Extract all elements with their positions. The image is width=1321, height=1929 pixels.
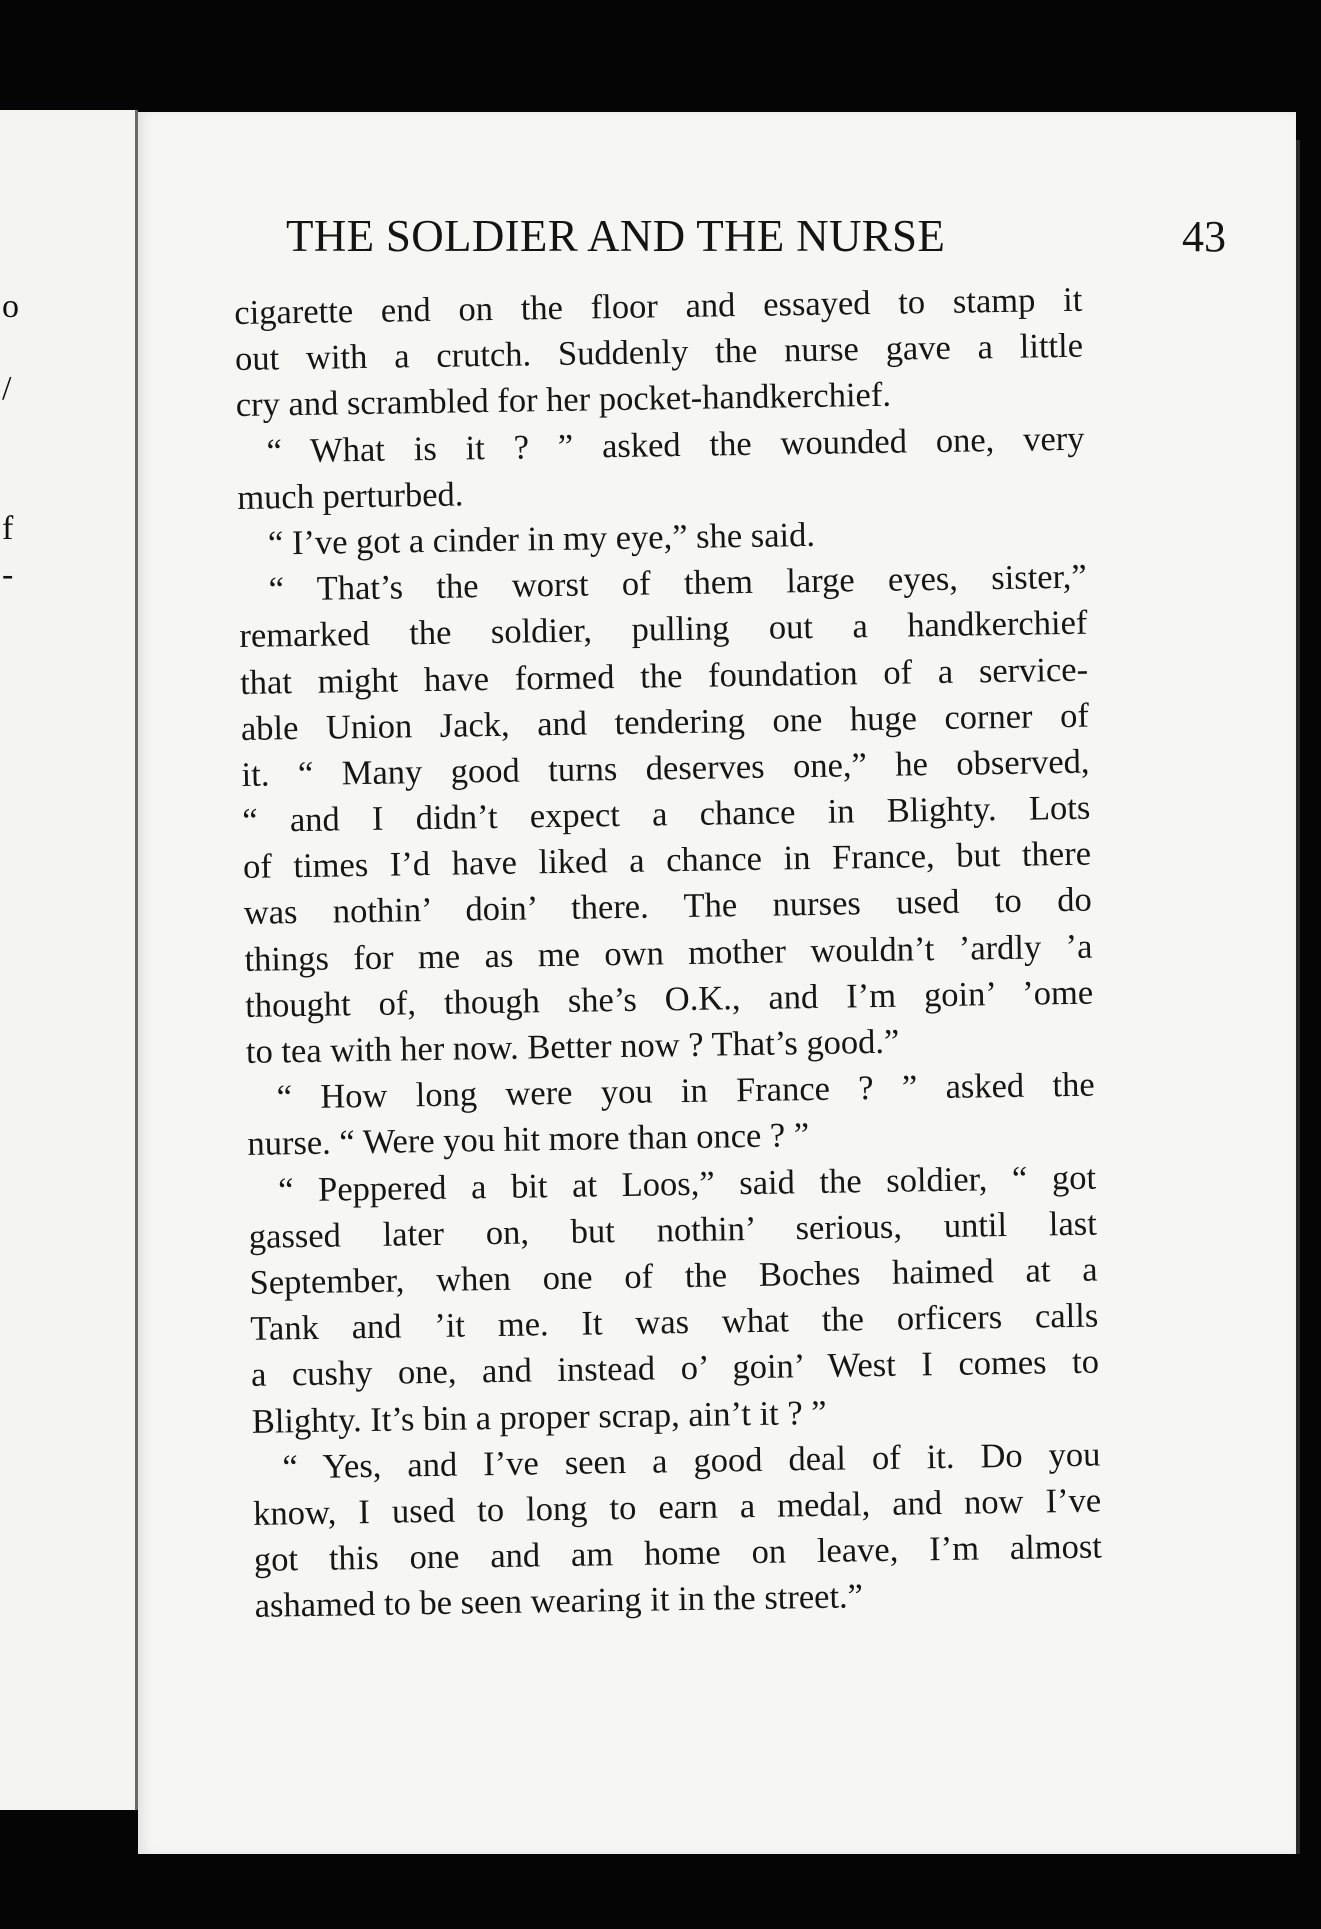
text-line: “ What is it ? ” asked the wounded one, very xyxy=(266,419,1085,471)
text-line: got this one and am home on leave, I’m almost xyxy=(253,1527,1103,1579)
text-line: things for me as me own mother wouldn’t ’ardly ’a xyxy=(244,927,1093,979)
text-line: Blighty. It’s bin a proper scrap, ain’t it ? ” xyxy=(251,1393,827,1441)
text-line: remarked the soldier, pulling out a handkerchief xyxy=(239,603,1088,656)
body-text xyxy=(234,277,1103,1630)
text-line: cry and scrambled for her pocket-handkerchief. xyxy=(235,376,892,425)
text-line: gassed later on, but nothin’ serious, until last xyxy=(248,1204,1098,1256)
book-page xyxy=(138,112,1296,1854)
text-line: know, I used to long to earn a medal, and now I’ve xyxy=(252,1481,1102,1533)
text-line: that might have formed the foundation of a service- xyxy=(239,650,1089,702)
text-line: September, when one of the Boches haimed at a xyxy=(249,1250,1098,1302)
text-line: to tea with her now. Better now ? That’s good.” xyxy=(245,1022,900,1071)
text-line: “ Peppered a bit at Loos,” said the soldier, “ got xyxy=(277,1158,1097,1209)
text-line: was nothin’ doin’ there. The nurses used to do xyxy=(243,881,1092,933)
text-line: thought of, though she’s O.K., and I’m goin’ ’ome xyxy=(244,973,1094,1025)
margin-fragment: o xyxy=(2,288,19,325)
text-line: able Union Jack, and tendering one huge corner of xyxy=(240,696,1090,748)
text-line: of times I’d have liked a chance in France, but there xyxy=(242,834,1092,887)
text-line: it. “ Many good turns deserves one,” he observed, xyxy=(241,742,1090,794)
text-line: a cushy one, and instead o’ goin’ West I comes to xyxy=(250,1342,1100,1395)
running-title: THE SOLDIER AND THE NURSE xyxy=(286,211,946,261)
text-line: “ Yes, and I’ve seen a good deal of it. Do you xyxy=(282,1435,1101,1487)
text-line: Tank and ’it me. It was what the orficers calls xyxy=(250,1296,1099,1348)
page-edge xyxy=(1296,140,1300,1854)
page-header xyxy=(286,210,1226,262)
text-line: “ and I didn’t expect a chance in Blighty. Lots xyxy=(242,788,1091,840)
text-line: “ How long were you in France ? ” asked the xyxy=(276,1065,1095,1117)
text-line: cigarette end on the floor and essayed to stamp it xyxy=(234,280,1083,332)
margin-fragment: - xyxy=(2,556,14,593)
text-line: “ That’s the worst of them large eyes, sister,” xyxy=(268,557,1087,609)
text-line: out with a crutch. Suddenly the nurse gave a little xyxy=(234,326,1084,379)
left-page-edge xyxy=(0,110,138,1810)
text-line: ashamed to be seen wearing it in the street.” xyxy=(254,1577,864,1626)
text-line: much perturbed. xyxy=(236,475,464,517)
text-line: “ I’ve got a cinder in my eye,” she said. xyxy=(267,515,816,563)
page-number: 43 xyxy=(1182,212,1226,261)
margin-fragment: f xyxy=(2,510,14,547)
text-line: nurse. “ Were you hit more than once ? ” xyxy=(247,1116,810,1164)
margin-fragment: / xyxy=(2,370,12,407)
